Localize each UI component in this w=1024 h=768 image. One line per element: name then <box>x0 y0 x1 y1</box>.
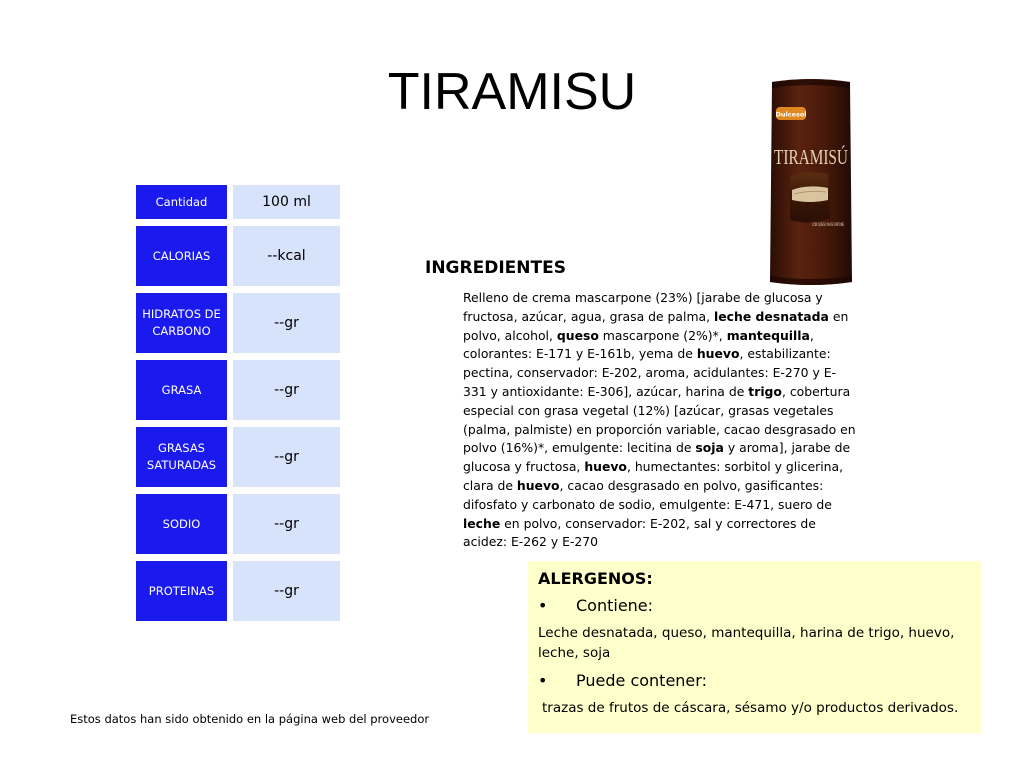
nutrition-label: CALORIAS <box>136 226 227 286</box>
nutrition-label: HIDRATOS DE CARBONO <box>136 293 227 353</box>
ingredients-heading: INGREDIENTES <box>425 258 566 278</box>
ingredient-text-segment: , humectantes: sorbitol y glicerina, clara de <box>463 459 844 493</box>
allergens-title: ALERGENOS: <box>538 569 653 588</box>
ingredient-allergen-word: leche <box>463 515 501 531</box>
ingredient-text-segment: en polvo, conservador: E-202, sal y correctores de acidez: E-262 y E-270 <box>463 515 816 550</box>
nutrition-row-grasa <box>136 360 340 420</box>
may-contain-label: Puede contener: <box>576 671 707 690</box>
nutrition-row-proteinas <box>136 561 340 621</box>
ingredient-text-segment: , estabilizante: pectina, conservador: E-202, aroma, acidulantes: E-270 y E-331 y antioxidante: E-306], azúcar, harina de <box>463 346 837 399</box>
bullet-icon: • <box>538 596 548 615</box>
nutrition-row-hidratos <box>136 293 340 353</box>
ingredient-allergen-word: mantequilla <box>726 327 810 343</box>
page-title: TIRAMISU <box>387 63 637 121</box>
nutrition-label: PROTEINAS <box>136 561 227 621</box>
ingredients-text <box>463 289 857 552</box>
contains-text: Leche desnatada, queso, mantequilla, harina de trigo, huevo, leche, soja <box>538 625 955 661</box>
ingredient-allergen-word: leche desnatada <box>714 308 829 324</box>
nutrition-row-cantidad <box>136 185 340 219</box>
ingredient-text-segment: , colorantes: E-171 y E-161b, yema de <box>463 327 814 362</box>
ingredient-allergen-word: huevo <box>696 346 740 362</box>
nutrition-value: --gr <box>233 561 340 621</box>
nutrition-value: --gr <box>233 360 340 420</box>
ingredient-allergen-word: huevo <box>516 477 560 493</box>
ingredient-text-segment: Relleno de crema mascarpone (23%) [jarabe de glucosa y fructosa, azúcar, agua, grasa de palma, <box>463 290 823 324</box>
nutrition-row-sodio <box>136 494 340 554</box>
nutrition-row-calorias <box>136 226 340 286</box>
nutrition-row-grasas-saturadas <box>136 427 340 487</box>
ingredient-allergen-word: trigo <box>748 383 782 399</box>
ingredient-text-segment: en polvo, alcohol, <box>463 308 849 343</box>
nutrition-label: SODIO <box>136 494 227 554</box>
allergens-box <box>528 561 981 733</box>
ingredient-text-segment: , cacao desgrasado en polvo, gasificantes: difosfato y carbonato de sodio, emulgente: E-471, suero de <box>463 477 832 512</box>
nutrition-label: GRASA <box>136 360 227 420</box>
ingredient-allergen-word: huevo <box>584 459 627 475</box>
ingredient-allergen-word: queso <box>556 327 599 343</box>
ingredient-text-segment: , cobertura especial con grasa vegetal (12%) [azúcar, grasas vegetales (palma, palmiste) en proporción variable, cacao desgrasado en polvo (16%)*, emulgente: lecitina de <box>463 383 856 456</box>
nutrition-value: --gr <box>233 494 340 554</box>
nutrition-label: Cantidad <box>136 185 227 219</box>
ingredient-text-segment: y aroma], jarabe de glucosa y fructosa, <box>463 440 851 475</box>
ingredient-allergen-word: soja <box>695 440 724 456</box>
contains-label: Contiene: <box>576 596 654 615</box>
bullet-icon: • <box>538 671 548 690</box>
nutrition-label: GRASAS SATURADAS <box>136 427 227 487</box>
brand-logo-text: Dulcesol <box>775 110 807 119</box>
source-note: Estos datos han sido obtenido en la página web del proveedor <box>70 712 430 726</box>
contains-bullet <box>538 596 971 615</box>
product-package-image <box>766 76 856 291</box>
nutrition-value: 100 ml <box>233 185 340 219</box>
package-name: TIRAMISÚ <box>774 145 848 169</box>
may-contain-text: trazas de frutos de cáscara, sésamo y/o productos derivados. <box>542 700 959 716</box>
nutrition-value: --kcal <box>233 226 340 286</box>
ingredient-text-segment: mascarpone (2%)*, <box>598 327 727 343</box>
package-subtitle: CON QUESO MASCARPONE <box>812 222 845 227</box>
nutrition-value: --gr <box>233 293 340 353</box>
nutrition-value: --gr <box>233 427 340 487</box>
may-contain-bullet <box>538 671 971 690</box>
